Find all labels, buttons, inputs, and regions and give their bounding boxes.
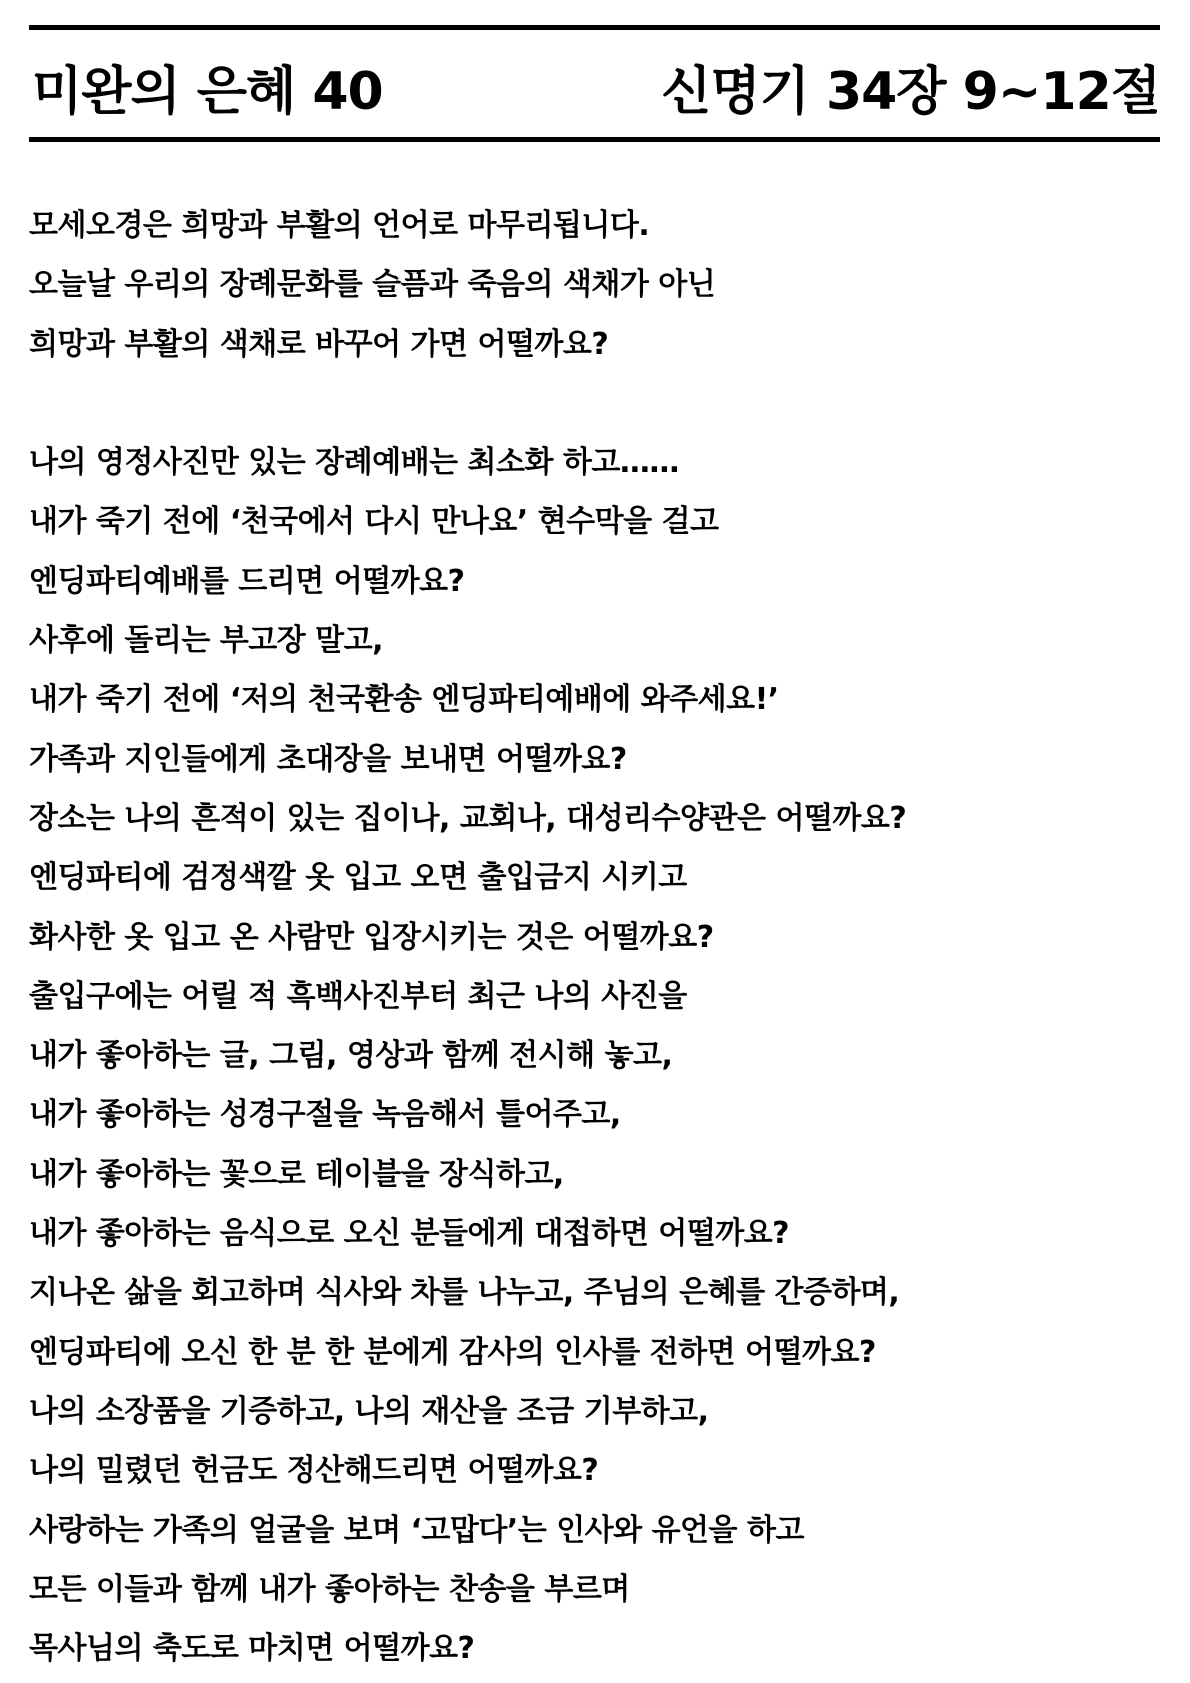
body-text: [29, 196, 1160, 1678]
text-line: 엔딩파티예배를 드리면 어떨까요?: [29, 563, 465, 599]
text-line: 사후에 돌리는 부고장 말고,: [29, 623, 384, 659]
text-line: 엔딩파티에 검정색깔 옷 입고 오면 출입금지 시키고: [29, 860, 687, 896]
text-line: 내가 좋아하는 음식으로 오신 분들에게 대접하면 어떨까요?: [29, 1216, 790, 1252]
text-line: 내가 죽기 전에 ‘저의 천국환송 엔딩파티예배에 와주세요!’: [29, 682, 779, 718]
text-line: 나의 영정사진만 있는 장례예배는 최소화 하고……: [29, 445, 679, 481]
text-line: 내가 죽기 전에 ‘천국에서 다시 만나요’ 현수막을 걸고: [29, 504, 719, 540]
text-line: 모든 이들과 함께 내가 좋아하는 찬송을 부르며: [29, 1571, 630, 1607]
text-line: 화사한 옷 입고 온 사람만 입장시키는 것은 어떨까요?: [29, 919, 714, 955]
header-bottom-rule: [29, 137, 1160, 142]
scripture-reference: 신명기 34장 9~12절: [661, 62, 1160, 122]
blank-line: [29, 374, 1160, 433]
text-line: 엔딩파티에 오신 한 분 한 분에게 감사의 인사를 전하면 어떨까요?: [29, 1334, 876, 1370]
text-line: 지나온 삶을 회고하며 식사와 차를 나누고, 주님의 은혜를 간증하며,: [29, 1275, 900, 1311]
text-line: 나의 밀렸던 헌금도 정산해드리면 어떨까요?: [29, 1453, 599, 1489]
text-line: 가족과 지인들에게 초대장을 보내면 어떨까요?: [29, 741, 627, 777]
text-line: 목사님의 축도로 마치면 어떨까요?: [29, 1631, 475, 1667]
text-line: 사랑하는 가족의 얼굴을 보며 ‘고맙다’는 인사와 유언을 하고: [29, 1512, 804, 1548]
text-line: 내가 좋아하는 글, 그림, 영상과 함께 전시해 놓고,: [29, 1038, 673, 1074]
text-line: 내가 좋아하는 성경구절을 녹음해서 틀어주고,: [29, 1097, 621, 1133]
header-top-rule: [29, 25, 1160, 30]
text-line: 출입구에는 어릴 적 흑백사진부터 최근 나의 사진을: [29, 978, 687, 1014]
page-title: 미완의 은혜 40: [32, 62, 383, 122]
text-line: 희망과 부활의 색채로 바꾸어 가면 어떨까요?: [29, 326, 609, 362]
text-line: 내가 좋아하는 꽃으로 테이블을 장식하고,: [29, 1156, 564, 1192]
text-line: 나의 소장품을 기증하고, 나의 재산을 조금 기부하고,: [29, 1393, 709, 1429]
text-line: 오늘날 우리의 장례문화를 슬픔과 죽음의 색채가 아닌: [29, 267, 716, 303]
text-line: 모세오경은 희망과 부활의 언어로 마무리됩니다.: [29, 208, 650, 243]
text-line: 장소는 나의 흔적이 있는 집이나, 교회나, 대성리수양관은 어떨까요?: [29, 800, 907, 836]
